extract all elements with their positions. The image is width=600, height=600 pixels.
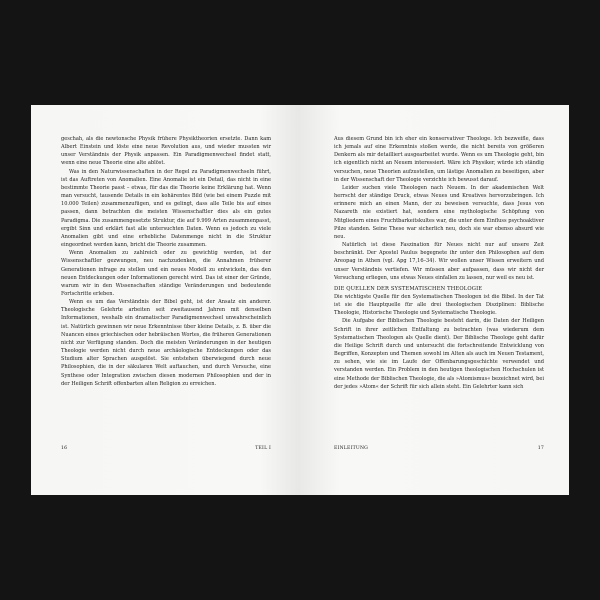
page-number: 16 bbox=[61, 446, 68, 451]
section-heading: DIE QUELLEN DER SYSTEMATISCHEN THEOLOGIE bbox=[334, 285, 483, 292]
body-paragraph: Natürlich ist diese Faszination für Neues nicht nur auf unsere Zeit beschränkt. Der Apostel Paulus begegnete ihr unter den Philosophen auf dem Areopag in Athen (vgl. Apg 17,16–34). Wir wollen unser Wissen erweitern und unser Verständnis vertiefen. Wir müssen aber aufpassen, dass wir nicht der Versuchung erliegen, uns etwas Neues einfallen zu lassen, nur weil es neu ist. bbox=[334, 242, 544, 281]
body-paragraph: Die Aufgabe der Biblischen Theologie besteht darin, die Daten der Heiligen Schrift in ihrer zeitlichen Entfaltung zu betrachten (was wiederum dem Systematischen Theologen als Quelle dient). Der Biblische Theologe geht dafür die Heilige Schrift durch und untersucht die fortschreitende Entwicklung von Begriffen, Konzepten und Themen sowohl im Alten als auch im Neuen Testament, zu sehen, wie sie im Laufe der Offenbarungsgeschichte verwendet und verstanden werden. Ein Problem in den heutigen theologischen Hochschulen ist eine Methode der Biblischen Theologie, die als »Atomismus« bezeichnet wird, bei der jedes »Atom« der Schrift für sich allein steht. Ein Gelehrter kann sich bbox=[334, 318, 544, 390]
body-paragraph: Was in den Naturwissenschaften in der Regel zu Paradigmenwechseln führt, ist das Auftreten von Anomalien. Eine Anomalie ist ein Detail, das nicht in eine bestimmte Theorie passt – etwas, für das die Theorie keine Erklärung hat. Wenn man versucht, tausende Details in ein kohärentes Bild (wie bei einem Puzzle mit 10.000 Teilen) zusammenzufügen, und es gelingt, dass alle Teile bis auf eines passen, dann betrachten die meisten Wissenschaftler dies als ein gutes Paradigma. Die zusammengesetzte Struktur, die auf 9.999 Arten zusammenpasst, ergibt Sinn und erklärt fast alle untersuchten Daten. Wenn es jedoch zu viele Anomalien gibt und eine erhebliche Datenmenge nicht in die Struktur eingeordnet werden kann, bricht die Theorie zusammen. bbox=[61, 168, 271, 249]
running-head: TEIL I bbox=[255, 446, 271, 451]
body-paragraph: Die wichtigste Quelle für den Systematischen Theologen ist die Bibel. In der Tat ist sie die Hauptquelle für alle drei theologischen Disziplinen: Biblische Theologie, Historische Theologie und Systematische Theologie. bbox=[334, 293, 544, 317]
left-page bbox=[31, 105, 300, 495]
body-paragraph: Wenn es um das Verständnis der Bibel geht, ist der Ansatz ein anderer. Theologische Gelehrte arbeiten seit zweitausend Jahren mit denselben Informationen, weshalb ein dramatischer Paradigmenwechsel unwahrscheinlich ist. Natürlich gewinnen wir neue Erkenntnisse über kleine Details, z. B. über die Nuancen eines griechischen oder hebräischen Wortes, die früheren Generationen nicht zur Verfügung standen. Doch die meisten Veränderungen in der heutigen Theologie werden nicht durch neue archäologische Entdeckungen oder das Studium alter Sprachen ausgelöst. Sie entstehen überwiegend durch neue Philosophien, die in der säkularen Welt auftauchen, und durch Versuche, eine Synthese oder Integration zwischen diesen modernen Philosophien und der in der Heiligen Schrift offenbarten alten Religion zu erreichen. bbox=[61, 299, 271, 387]
right-page-body bbox=[334, 135, 544, 391]
left-page-body bbox=[61, 135, 271, 388]
body-paragraph: Leider suchen viele Theologen nach Neuem. In der akademischen Welt herrscht der ständige Druck, etwas Neues und Kreatives hervorzubringen. Ich erinnere mich an einen Mann, der zu beweisen versuchte, dass Jesus von Nazareth nie existiert hat, sondern eine mythologische Schöpfung von Mitgliedern eines Fruchtbarkeitskultes war, die unter dem Einfluss psychoaktiver Pilze standen. Seine These war sicherlich neu, doch sie war ebenso absurd wie neu. bbox=[334, 184, 544, 240]
book-spread bbox=[31, 105, 569, 495]
body-paragraph: Aus diesem Grund bin ich eher ein konservativer Theologe. Ich bezweifle, dass ich jemals auf eine Erkenntnis stoßen werde, die nicht bereits von größeren Denkern als mir detailliert ausgearbeitet wurde. Wenn es um Theologie geht, bin ich eigentlich nicht an Neuem interessiert. Wäre ich Physiker, würde ich ständig versuchen, neue Theorien aufzustellen, um lästige Anomalien zu beseitigen, aber in der Wissenschaft der Theologie verzichte ich bewusst darauf. bbox=[334, 136, 544, 183]
page-number: 17 bbox=[537, 446, 544, 451]
body-paragraph: geschah, als die newtonsche Physik frühere Physiktheorien ersetzte. Dann kam Albert Einstein und löste eine neue Revolution aus, und wieder mussten wir unser Verständnis der Physik anpassen. Ein Paradigmenwechsel findet statt, wenn eine neue Theorie eine alte ablöst. bbox=[61, 136, 271, 167]
running-head: EINLEITUNG bbox=[334, 446, 369, 451]
body-paragraph: Wenn Anomalien zu zahlreich oder zu gewichtig werden, ist der Wissenschaftler gezwungen, neu nachzudenken, die Annahmen früherer Generationen infrage zu stellen und ein neues Modell zu entwickeln, das den neuen Entdeckungen oder Informationen gerecht wird. Das ist einer der Gründe, warum wir in den Wissenschaften ständige Veränderungen und bedeutende Fortschritte erleben. bbox=[61, 250, 271, 297]
right-page bbox=[300, 105, 569, 495]
